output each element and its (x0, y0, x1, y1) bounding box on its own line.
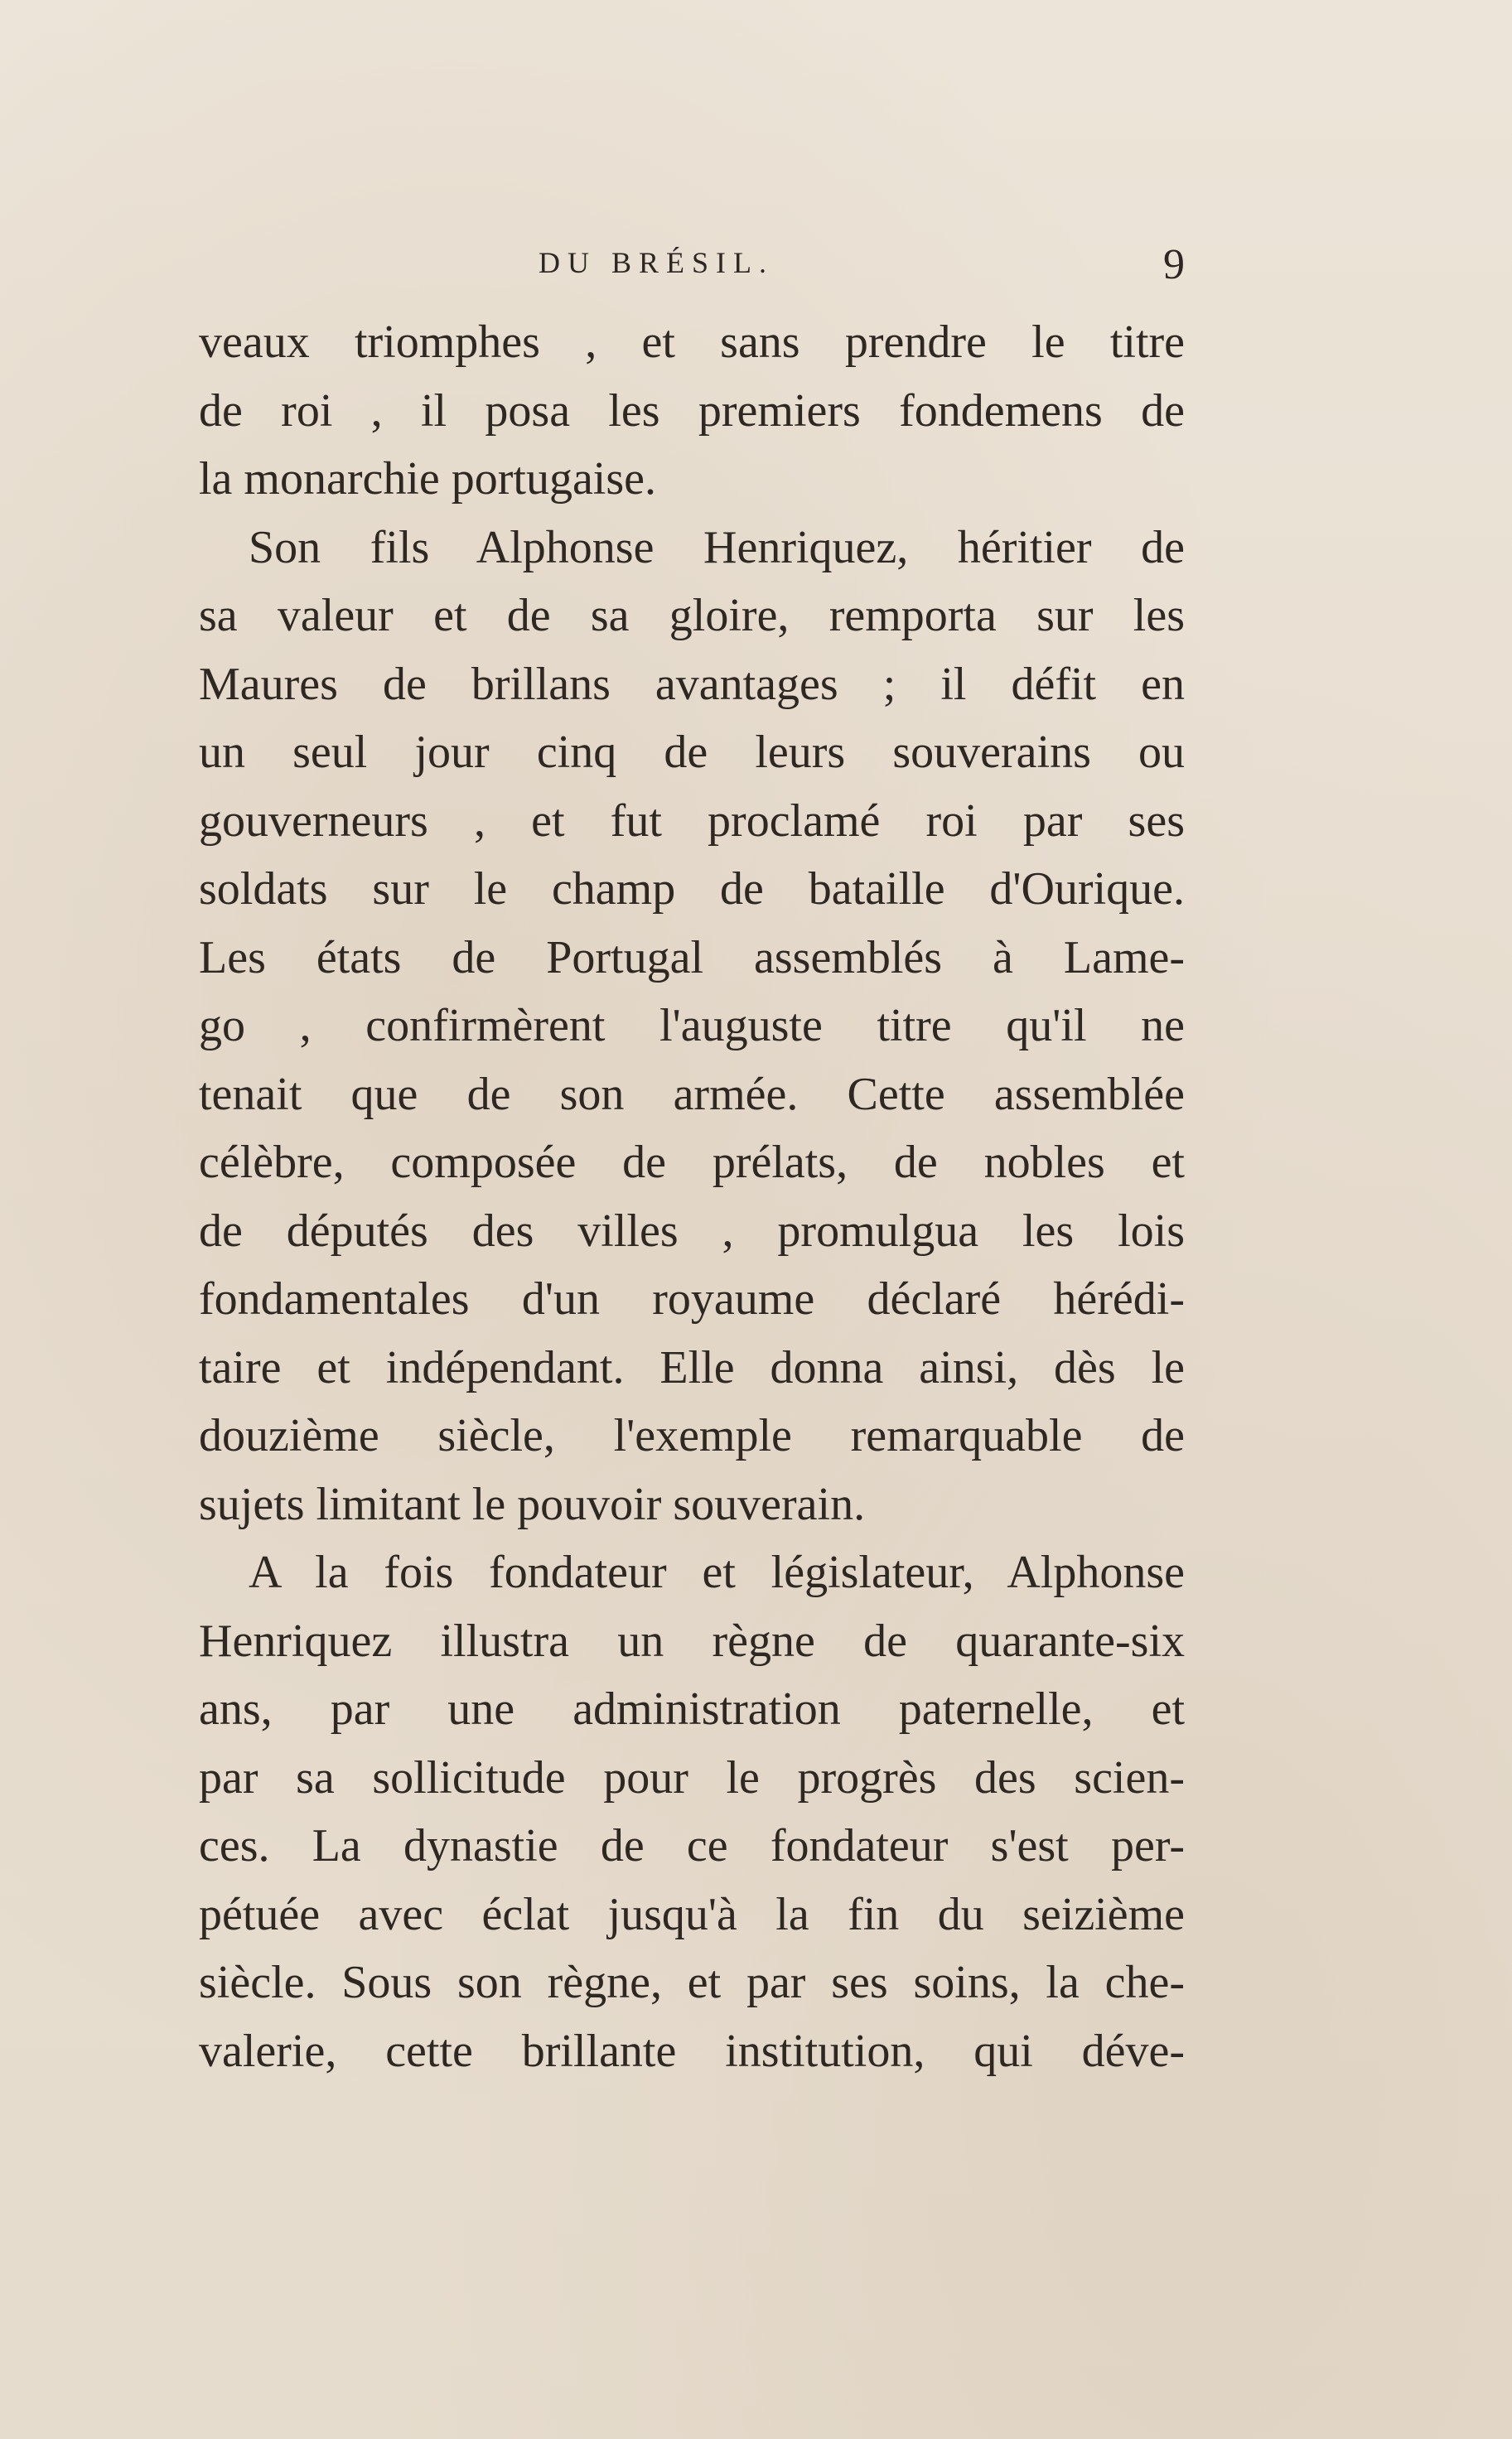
text-line: valerie, cette brillante institution, qui déve- (199, 2025, 1185, 2077)
running-title: DU BRÉSIL. (539, 246, 775, 279)
page-header (199, 240, 1185, 307)
text-line: un seul jour cinq de leurs souverains ou (199, 727, 1185, 778)
text-line: siècle. Sous son règne, et par ses soins, la che- (199, 1957, 1185, 2008)
text-line: de roi , il posa les premiers fondemens de (199, 384, 1185, 437)
text-line: Maures de brillans avantages ; il défit en (199, 658, 1185, 710)
text-line: tenait que de son armée. Cette assemblée (199, 1068, 1185, 1120)
text-line: gouverneurs , et fut proclamé roi par ses (199, 794, 1185, 847)
text-line: Les états de Portugal assemblés à Lame- (199, 931, 1185, 983)
text-line: sujets limitant le pouvoir souverain. (199, 1478, 866, 1530)
text-line: fondamentales d'un royaume déclaré hérédi- (199, 1273, 1185, 1325)
text-line: ans, par une administration paternelle, et (199, 1683, 1185, 1735)
text-line: sa valeur et de sa gloire, remporta sur les (199, 590, 1185, 641)
body-text (199, 308, 1185, 2085)
text-line: douzième siècle, l'exemple remarquable de (199, 1410, 1185, 1461)
text-line: Son fils Alphonse Henriquez, héritier de (249, 521, 1185, 573)
text-line: pétuée avec éclat jusqu'à la fin du seizième (199, 1888, 1185, 1940)
text-line: célèbre, composée de prélats, de nobles et (199, 1137, 1185, 1188)
text-line: A la fois fondateur et législateur, Alphonse (249, 1547, 1185, 1598)
text-line: go , confirmèrent l'auguste titre qu'il ne (199, 1000, 1185, 1051)
text-line: la monarchie portugaise. (199, 453, 657, 505)
text-line: taire et indépendant. Elle donna ainsi, dès le (199, 1341, 1185, 1393)
text-line: ces. La dynastie de ce fondateur s'est per- (199, 1820, 1185, 1872)
text-line: de députés des villes , promulgua les lois (199, 1205, 1185, 1257)
text-line: veaux triomphes , et sans prendre le titre (199, 316, 1185, 368)
text-line: soldats sur le champ de bataille d'Ourique. (199, 863, 1185, 915)
text-line: par sa sollicitude pour le progrès des scien- (199, 1751, 1185, 1804)
text-line: Henriquez illustra un règne de quarante-six (199, 1615, 1185, 1667)
page-number: 9 (1163, 241, 1185, 288)
